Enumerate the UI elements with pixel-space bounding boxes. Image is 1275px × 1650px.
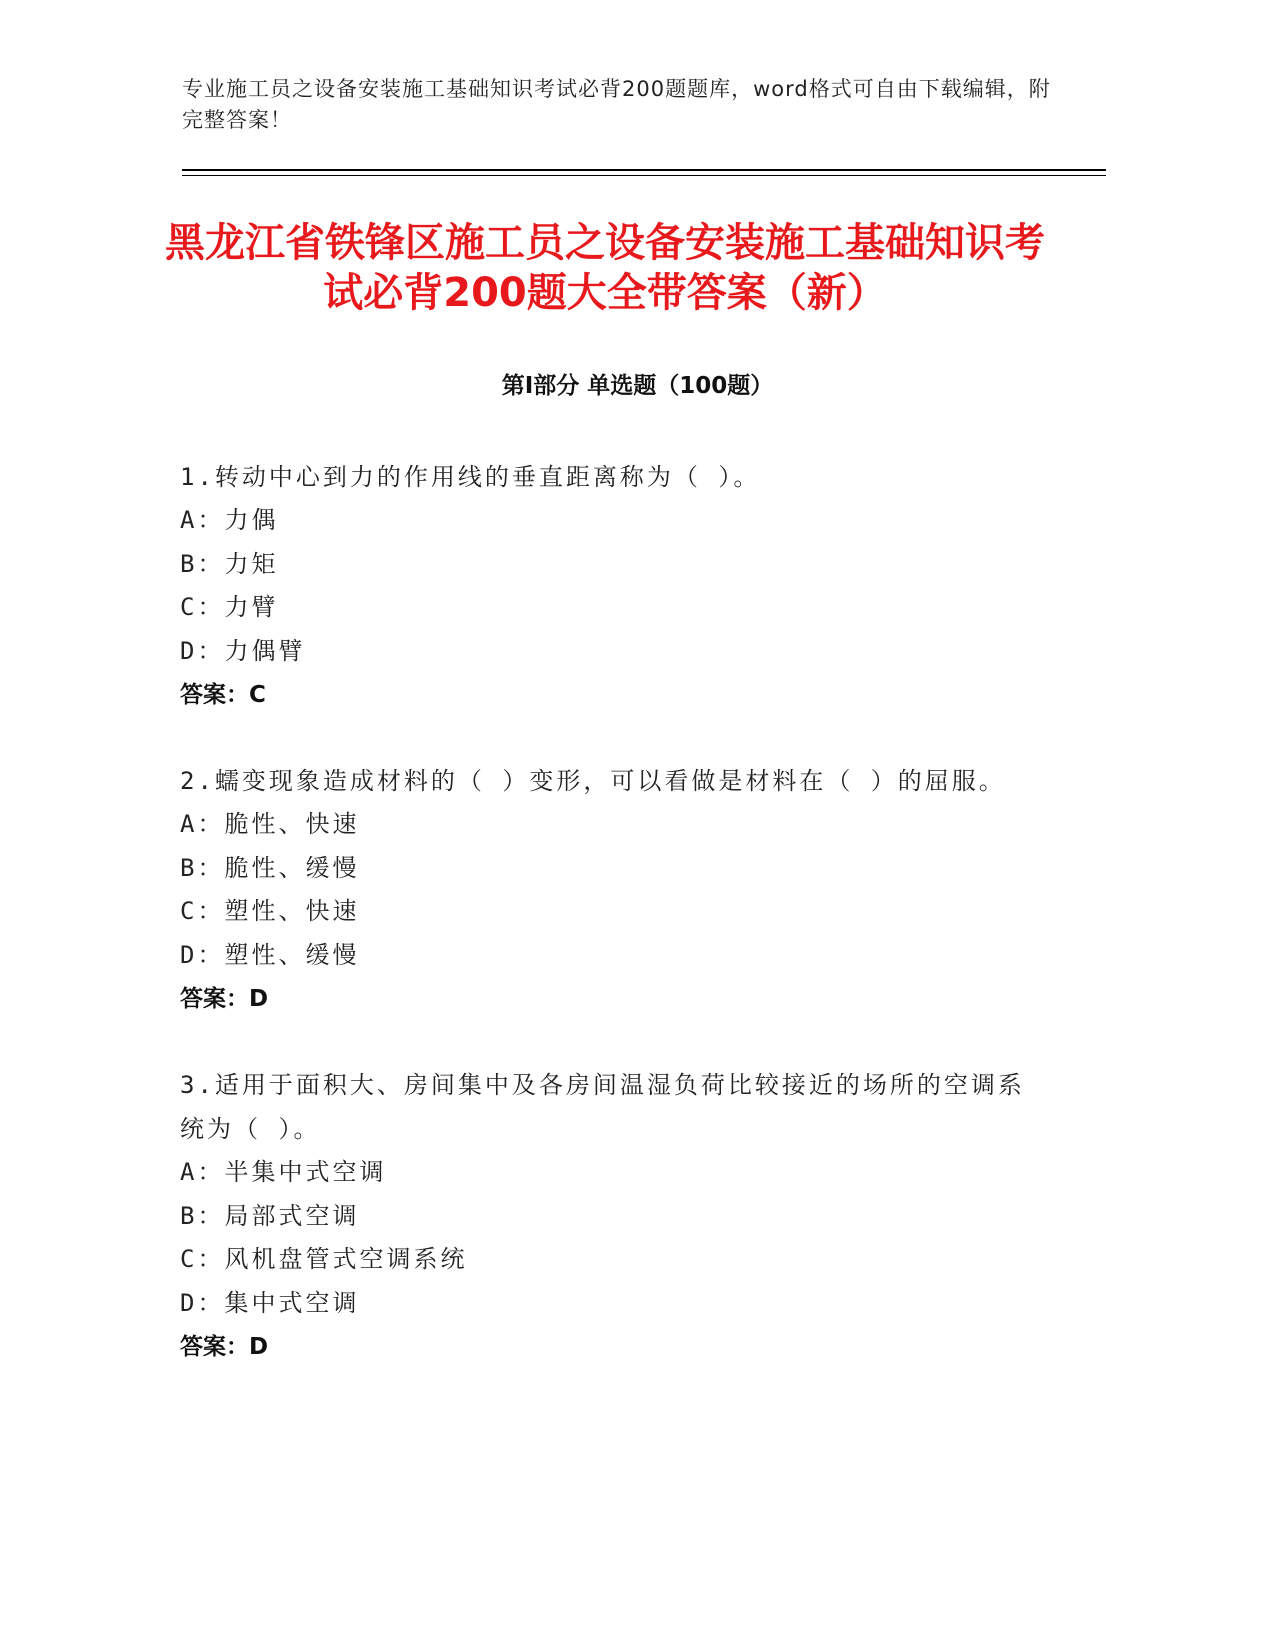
option-a: A：力偶 bbox=[180, 506, 279, 534]
option-c: C：风机盘管式空调系统 bbox=[180, 1245, 468, 1273]
option-d: D：集中式空调 bbox=[180, 1288, 360, 1317]
question-list bbox=[180, 455, 1050, 1411]
question-1 bbox=[180, 455, 1050, 717]
question-stem: 3.适用于面积大、房间集中及各房间温湿负荷比较接近的场所的空调系统为（ ）。 bbox=[180, 1071, 1025, 1143]
question-3 bbox=[180, 1063, 1050, 1369]
answer-line: 答案：D bbox=[180, 1334, 269, 1360]
option-b: B：局部式空调 bbox=[180, 1201, 360, 1230]
option-b: B：脆性、缓慢 bbox=[180, 853, 360, 882]
answer-line: 答案：D bbox=[180, 986, 269, 1012]
answer-line: 答案：C bbox=[180, 682, 266, 708]
document-title: 黑龙江省铁锋区施工员之设备安装施工基础知识考试必背200题大全带答案（新） bbox=[165, 220, 1045, 316]
option-a: A：半集中式空调 bbox=[180, 1158, 387, 1186]
question-stem: 2.蠕变现象造成材料的（ ）变形，可以看做是材料在（ ）的屈服。 bbox=[180, 767, 1006, 795]
header-divider-thick bbox=[182, 169, 1106, 171]
question-stem: 1.转动中心到力的作用线的垂直距离称为（ ）。 bbox=[180, 463, 761, 491]
section-title: 第Ⅰ部分 单选题（100题） bbox=[501, 373, 774, 399]
option-c: C：力臂 bbox=[180, 593, 279, 621]
option-b: B：力矩 bbox=[180, 549, 279, 578]
question-2 bbox=[180, 759, 1050, 1021]
option-d: D：塑性、缓慢 bbox=[180, 940, 360, 969]
header-divider-thin bbox=[182, 175, 1106, 176]
option-a: A：脆性、快速 bbox=[180, 810, 360, 838]
header-note: 专业施工员之设备安装施工基础知识考试必背200题题库，word格式可自由下载编辑，附完整答案！ bbox=[182, 77, 1051, 132]
option-d: D：力偶臂 bbox=[180, 636, 306, 665]
option-c: C：塑性、快速 bbox=[180, 897, 360, 925]
